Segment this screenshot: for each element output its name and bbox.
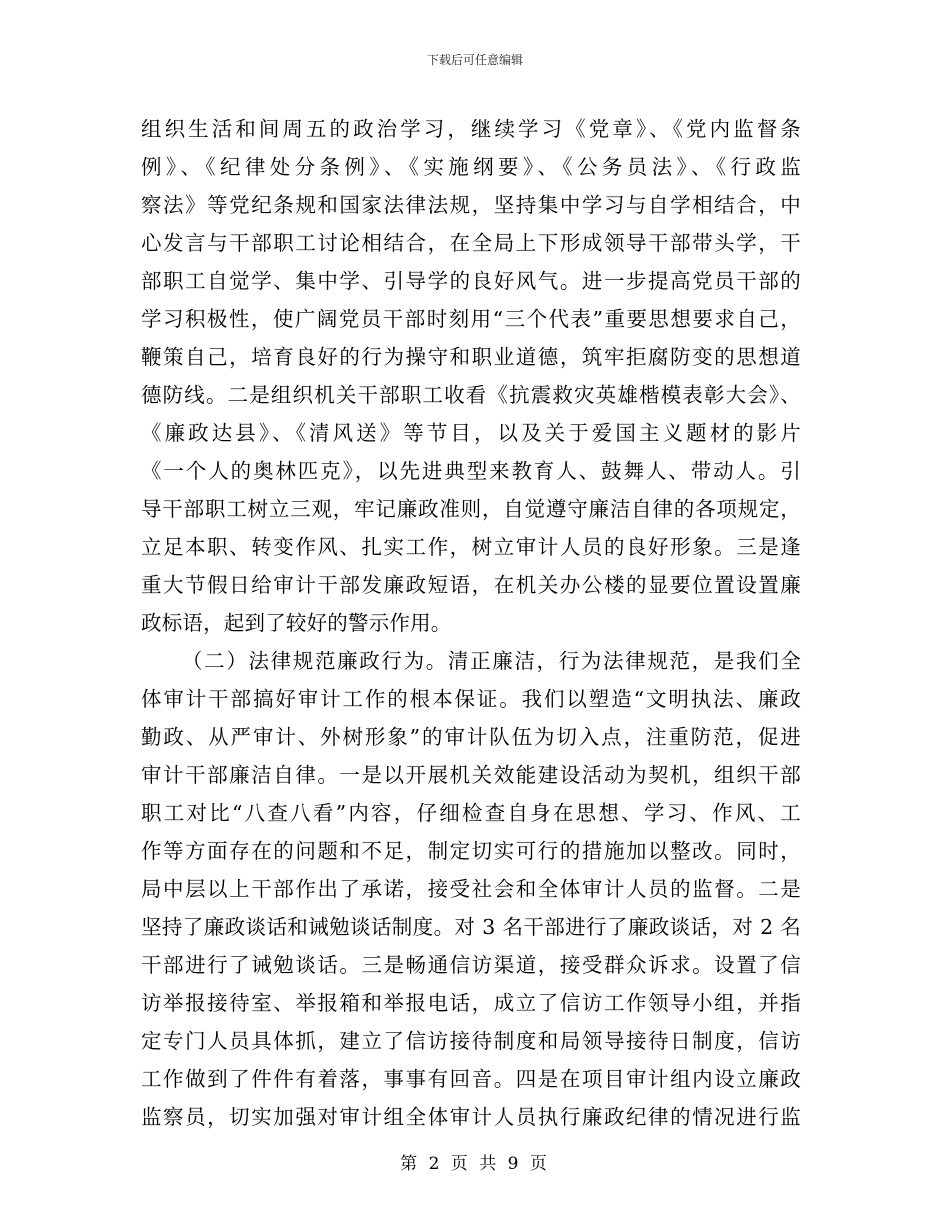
text-line: 立足本职、转变作风、扎实工作，树立审计人员的良好形象。三是逢 [141, 535, 801, 559]
text-line: 勤政、从严审计、外树形象”的审计队伍为切入点，注重防范，促进 [141, 725, 801, 749]
text-line: 鞭策自己，培育良好的行为操守和职业道德，筑牢拒腐防变的思想道 [141, 345, 801, 369]
text-line: 《廉政达县》、《清风送》等节目，以及关于爱国主义题材的影片 [141, 421, 801, 445]
text-line: 导干部职工树立三观，牢记廉政准则，自觉遵守廉洁自律的各项规定， [141, 497, 801, 521]
text-line: 察法》等党纪条规和国家法律法规，坚持集中学习与自学相结合，中 [141, 193, 801, 217]
text-line: 局中层以上干部作出了承诺，接受社会和全体审计人员的监督。二是 [141, 877, 801, 901]
text-line: 组织生活和间周五的政治学习，继续学习《党章》、《党内监督条 [141, 117, 801, 141]
text-line: 监察员，切实加强对审计组全体审计人员执行廉政纪律的情况进行监 [141, 1105, 801, 1129]
text-line: 重大节假日给审计干部发廉政短语，在机关办公楼的显要位置设置廉 [141, 573, 801, 597]
text-line: 作等方面存在的问题和不足，制定切实可行的措施加以整改。同时， [141, 839, 801, 863]
text-line: 学习积极性，使广阔党员干部时刻用“三个代表”重要思想要求自己， [141, 307, 801, 331]
text-line: 体审计干部搞好审计工作的根本保证。我们以塑造“文明执法、廉政 [141, 687, 801, 711]
text-line: 职工对比“八查八看”内容，仔细检查自身在思想、学习、作风、工 [141, 801, 801, 825]
paragraph-last-line: 政标语，起到了较好的警示作用。 [141, 611, 452, 635]
section-heading-line: （二）法律规范廉政行为。清正廉洁，行为法律规范，是我们全 [182, 649, 801, 673]
text-line: 心发言与干部职工讨论相结合，在全局上下形成领导干部带头学，干 [141, 231, 801, 255]
text-line: 坚持了廉政谈话和诫勉谈话制度。对 3 名干部进行了廉政谈话，对 2 名 [141, 915, 801, 939]
text-line: 例》、《纪律处分条例》、《实施纲要》、《公务员法》、《行政监 [141, 155, 801, 179]
text-line: 部职工自觉学、集中学、引导学的良好风气。进一步提高党员干部的 [141, 269, 801, 293]
text-line: 《一个人的奥林匹克》，以先进典型来教育人、鼓舞人、带动人。引 [141, 459, 801, 483]
text-line: 审计干部廉洁自律。一是以开展机关效能建设活动为契机，组织干部 [141, 763, 801, 787]
header-note: 下载后可任意编辑 [426, 53, 523, 67]
text-line: 访举报接待室、举报箱和举报电话，成立了信访工作领导小组，并指 [141, 991, 801, 1015]
text-line: 工作做到了件件有着落，事事有回音。四是在项目审计组内设立廉政 [141, 1067, 801, 1091]
text-line: 干部进行了诫勉谈话。三是畅通信访渠道，接受群众诉求。设置了信 [141, 953, 801, 977]
page-number: 第 2 页 共 9 页 [400, 1154, 550, 1174]
body-text [141, 110, 801, 1136]
text-line: 德防线。二是组织机关干部职工收看《抗震救灾英雄楷模表彰大会》、 [141, 383, 801, 407]
text-line: 定专门人员具体抓，建立了信访接待制度和局领导接待日制度，信访 [141, 1029, 801, 1053]
